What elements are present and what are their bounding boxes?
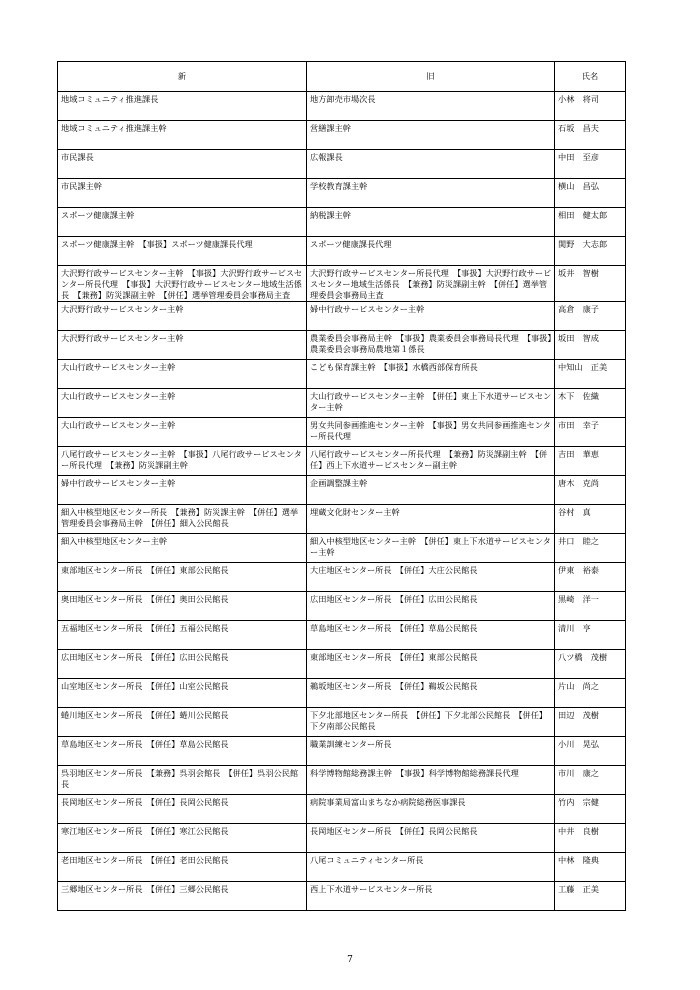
- table-row: [58, 737, 626, 766]
- header-row: [58, 62, 626, 92]
- table-row: [58, 853, 626, 882]
- cell-name: 横山 昌弘: [555, 179, 626, 208]
- table-row: [58, 650, 626, 679]
- cell-name: 坂井 智樹: [555, 266, 626, 302]
- cell-name: 市田 幸子: [555, 418, 626, 447]
- cell-name: 八ツ橋 茂樹: [555, 650, 626, 679]
- cell-old: 東部地区センター所長 【併任】東部公民館長: [307, 650, 555, 679]
- table-row: [58, 447, 626, 476]
- cell-old: 長岡地区センター所長 【併任】長岡公民館長: [307, 824, 555, 853]
- cell-new: 地域コミュニティ推進課主幹: [58, 121, 307, 150]
- table-row: [58, 795, 626, 824]
- cell-new: スポーツ健康課主幹 【事扱】スポーツ健康課長代理: [58, 237, 307, 266]
- header-new: 新: [58, 62, 307, 92]
- table-row: [58, 266, 626, 302]
- cell-old: 細入中核型地区センター主幹 【併任】東上下水道サービスセンター主幹: [307, 534, 555, 563]
- cell-name: 市川 康之: [555, 766, 626, 795]
- cell-old: スポーツ健康課長代理: [307, 237, 555, 266]
- cell-name: 小川 晃弘: [555, 737, 626, 766]
- table-row: [58, 418, 626, 447]
- cell-new: 大山行政サービスセンター主幹: [58, 389, 307, 418]
- cell-new: 五福地区センター所長 【併任】五福公民館長: [58, 621, 307, 650]
- cell-new: 大沢野行政サービスセンター主幹: [58, 331, 307, 360]
- table-row: [58, 505, 626, 534]
- cell-old: 納税課主幹: [307, 208, 555, 237]
- cell-name: 高倉 康子: [555, 302, 626, 331]
- table-row: [58, 237, 626, 266]
- cell-new: 大山行政サービスセンター主幹: [58, 360, 307, 389]
- cell-name: 井口 睦之: [555, 534, 626, 563]
- cell-old: 西上下水道サービスセンター所長: [307, 882, 555, 911]
- cell-name: 中井 良樹: [555, 824, 626, 853]
- table-row: [58, 534, 626, 563]
- cell-new: 市民課長: [58, 150, 307, 179]
- table-row: [58, 150, 626, 179]
- cell-new: 寒江地区センター所長 【併任】寒江公民館長: [58, 824, 307, 853]
- table-row: [58, 302, 626, 331]
- cell-new: 細入中核型地区センター主幹: [58, 534, 307, 563]
- cell-old: 鵜坂地区センター所長 【併任】鵜坂公民館長: [307, 679, 555, 708]
- table-row: [58, 179, 626, 208]
- table-row: [58, 592, 626, 621]
- cell-old: 企画調整課主幹: [307, 476, 555, 505]
- cell-new: 奥田地区センター所長 【併任】奥田公民館長: [58, 592, 307, 621]
- table-row: [58, 121, 626, 150]
- table-row: [58, 360, 626, 389]
- cell-old: こども保育課主幹 【事扱】水橋西部保育所長: [307, 360, 555, 389]
- cell-new: 三郷地区センター所長 【併任】三郷公民館長: [58, 882, 307, 911]
- cell-new: 細入中核型地区センター所長 【兼務】防災課主幹 【併任】選挙管理委員会事務局主幹 【併任】細入公民館長: [58, 505, 307, 534]
- cell-new: 東部地区センター所長 【併任】東部公民館長: [58, 563, 307, 592]
- table-row: [58, 476, 626, 505]
- cell-new: 広田地区センター所長 【併任】広田公民館長: [58, 650, 307, 679]
- cell-new: 大沢野行政サービスセンター主幹 【事扱】大沢野行政サービスセンター所長代理 【事扱】大沢野行政サービスセンター地域生活係長 【兼務】防災課副主幹 【併任】選挙管理委員会事務局主査: [58, 266, 307, 302]
- cell-name: 吉田 華恵: [555, 447, 626, 476]
- cell-name: 坂田 智成: [555, 331, 626, 360]
- cell-new: 大沢野行政サービスセンター主幹: [58, 302, 307, 331]
- cell-old: 営繕課主幹: [307, 121, 555, 150]
- header-name: 氏名: [555, 62, 626, 92]
- cell-name: 石坂 昌夫: [555, 121, 626, 150]
- cell-old: 婦中行政サービスセンター主幹: [307, 302, 555, 331]
- cell-new: 長岡地区センター所長 【併任】長岡公民館長: [58, 795, 307, 824]
- table-row: [58, 882, 626, 911]
- table-row: [58, 331, 626, 360]
- cell-new: 老田地区センター所長 【併任】老田公民館長: [58, 853, 307, 882]
- table-row: [58, 708, 626, 737]
- cell-new: 呉羽地区センター所長 【兼務】呉羽会館長 【併任】呉羽公民館長: [58, 766, 307, 795]
- cell-name: 木下 佐織: [555, 389, 626, 418]
- cell-old: 八尾行政サービスセンター所長代理 【兼務】防災課副主幹 【併任】西上下水道サービスセンター副主幹: [307, 447, 555, 476]
- table-row: [58, 563, 626, 592]
- cell-new: スポーツ健康課主幹: [58, 208, 307, 237]
- cell-name: 関野 大志郎: [555, 237, 626, 266]
- cell-old: 地方卸売市場次長: [307, 92, 555, 121]
- table-row: [58, 389, 626, 418]
- cell-old: 下夕北部地区センター所長 【併任】下夕北部公民館長 【併任】下夕南部公民館長: [307, 708, 555, 737]
- personnel-table-container: [57, 61, 625, 911]
- cell-old: 広田地区センター所長 【併任】広田公民館長: [307, 592, 555, 621]
- cell-name: 田辺 茂樹: [555, 708, 626, 737]
- page-number: 7: [347, 955, 353, 965]
- cell-new: 蜷川地区センター所長 【併任】蜷川公民館長: [58, 708, 307, 737]
- cell-old: 埋蔵文化財センター主幹: [307, 505, 555, 534]
- personnel-table: [57, 61, 626, 911]
- cell-old: 科学博物館総務課主幹 【事扱】科学博物館総務課長代理: [307, 766, 555, 795]
- cell-old: 男女共同参画推進センター主幹 【事扱】男女共同参画推進センター所長代理: [307, 418, 555, 447]
- cell-old: 大山行政サービスセンター主幹 【併任】東上下水道サービスセンター主幹: [307, 389, 555, 418]
- cell-name: 谷村 真: [555, 505, 626, 534]
- cell-old: 農業委員会事務局主幹 【事扱】農業委員会事務局長代理 【事扱】農業委員会事務局農地第１係長: [307, 331, 555, 360]
- cell-old: 学校教育課主幹: [307, 179, 555, 208]
- cell-old: 職業訓練センター所長: [307, 737, 555, 766]
- cell-new: 八尾行政サービスセンター主幹 【事扱】八尾行政サービスセンター所長代理 【兼務】防災課副主幹: [58, 447, 307, 476]
- cell-old: 大庄地区センター所長 【併任】大庄公民館長: [307, 563, 555, 592]
- cell-new: 大山行政サービスセンター主幹: [58, 418, 307, 447]
- table-row: [58, 92, 626, 121]
- cell-old: 広報課長: [307, 150, 555, 179]
- header-old: 旧: [307, 62, 555, 92]
- table-body: [58, 92, 626, 911]
- cell-name: 唐木 克尚: [555, 476, 626, 505]
- cell-name: 中知山 正美: [555, 360, 626, 389]
- cell-old: 大沢野行政サービスセンター所長代理 【事扱】大沢野行政サービスセンター地域生活係長 【兼務】防災課副主幹 【併任】選挙管理委員会事務局主査: [307, 266, 555, 302]
- cell-name: 竹内 宗健: [555, 795, 626, 824]
- cell-new: 草島地区センター所長 【併任】草島公民館長: [58, 737, 307, 766]
- cell-name: 工藤 正美: [555, 882, 626, 911]
- cell-new: 婦中行政サービスセンター主幹: [58, 476, 307, 505]
- table-row: [58, 621, 626, 650]
- cell-new: 市民課主幹: [58, 179, 307, 208]
- cell-name: 清川 亨: [555, 621, 626, 650]
- table-row: [58, 824, 626, 853]
- cell-name: 小林 将司: [555, 92, 626, 121]
- cell-new: 地域コミュニティ推進課長: [58, 92, 307, 121]
- table-row: [58, 766, 626, 795]
- table-row: [58, 208, 626, 237]
- cell-old: 八尾コミュニティセンター所長: [307, 853, 555, 882]
- cell-name: 伊東 裕泰: [555, 563, 626, 592]
- cell-name: 片山 尚之: [555, 679, 626, 708]
- cell-new: 山室地区センター所長 【併任】山室公民館長: [58, 679, 307, 708]
- table-row: [58, 679, 626, 708]
- cell-name: 中林 隆典: [555, 853, 626, 882]
- cell-old: 草島地区センター所長 【併任】草島公民館長: [307, 621, 555, 650]
- cell-old: 病院事業局富山まちなか病院総務医事課長: [307, 795, 555, 824]
- cell-name: 黒崎 洋一: [555, 592, 626, 621]
- cell-name: 中田 至彦: [555, 150, 626, 179]
- cell-name: 相田 健太郎: [555, 208, 626, 237]
